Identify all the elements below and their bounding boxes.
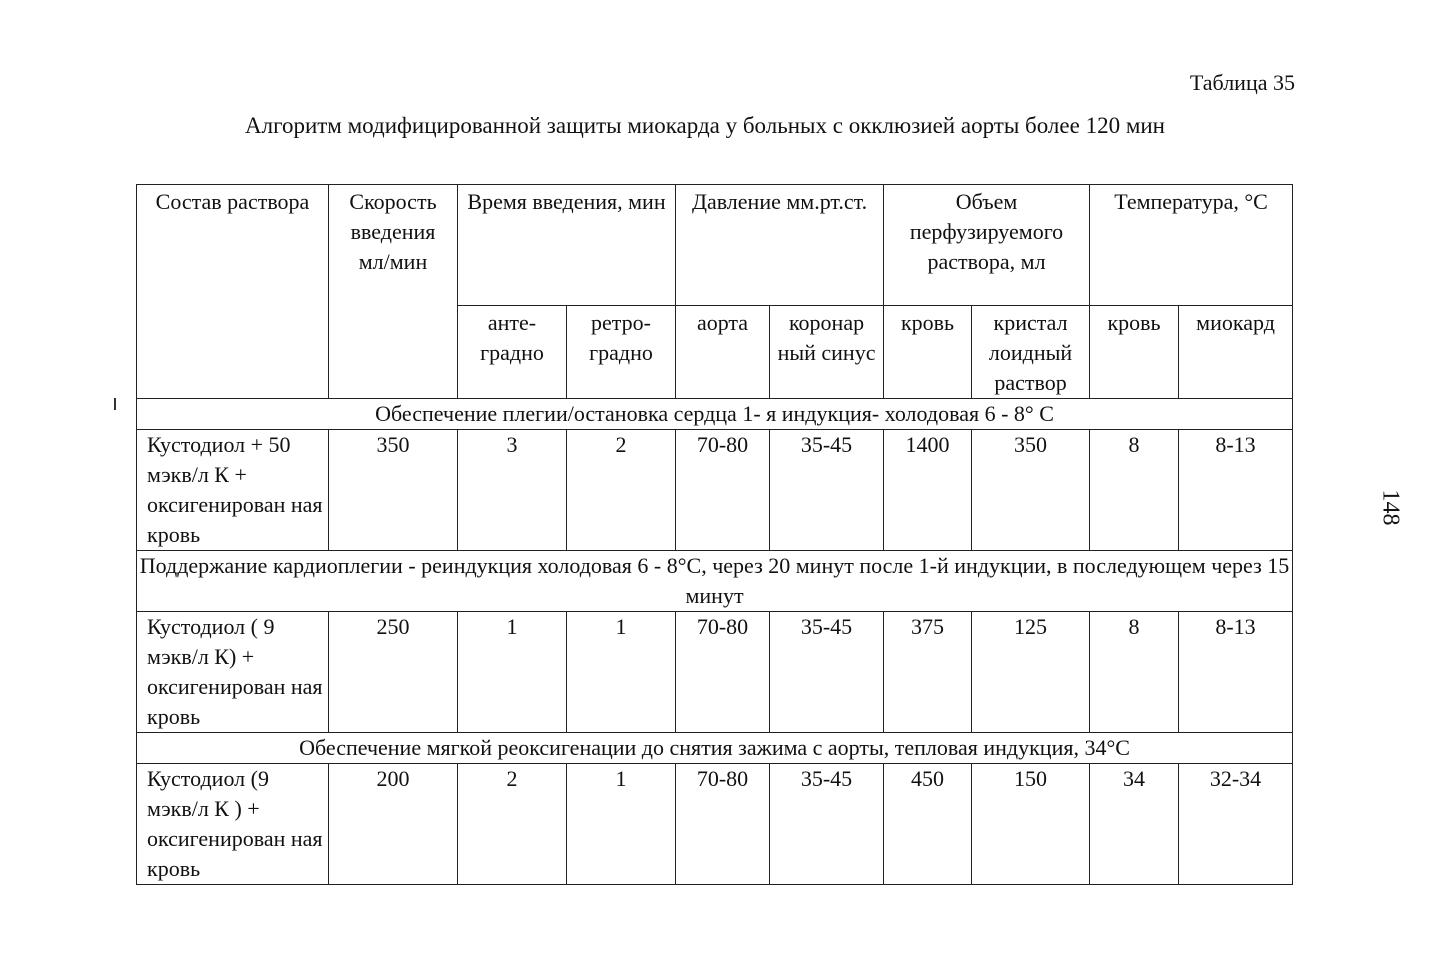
subheader-coronary-sinus: коронар ный синус <box>770 306 884 399</box>
cell-temp-myocardium: 32-34 <box>1179 764 1293 885</box>
cell-antegrade: 2 <box>458 764 567 885</box>
section-row <box>137 399 1293 430</box>
section-title: Поддержание кардиоплегии - реиндукция холодовая 6 - 8°С, через 20 минут после 1-й индукции, в последующем через 15 минут <box>137 551 1293 612</box>
cell-crystalloid: 150 <box>972 764 1090 885</box>
header-row-1 <box>137 185 1293 306</box>
cell-rate: 350 <box>329 430 458 551</box>
section-title: Обеспечение мягкой реоксигенации до снятия зажима с аорты, тепловая индукция, 34°С <box>137 733 1293 764</box>
cell-volume-blood: 375 <box>884 612 972 733</box>
subheader-temp-myocardium: миокард <box>1179 306 1293 399</box>
col-header-composition: Состав раствора <box>137 185 329 399</box>
cell-aorta: 70-80 <box>676 612 770 733</box>
cell-composition: Кустодиол ( 9 мэкв/л К) + оксигенирован ная кровь <box>137 612 329 733</box>
cell-rate: 250 <box>329 612 458 733</box>
subheader-temp-blood: кровь <box>1090 306 1179 399</box>
col-header-volume: Объем перфузируемого раствора, мл <box>884 185 1090 306</box>
cell-crystalloid: 350 <box>972 430 1090 551</box>
section-row <box>137 733 1293 764</box>
cell-aorta: 70-80 <box>676 764 770 885</box>
section-title: Обеспечение плегии/остановка сердца 1- я индукция- холодовая 6 - 8° С <box>137 399 1293 430</box>
cell-coronary-sinus: 35-45 <box>770 430 884 551</box>
cell-retrograde: 2 <box>567 430 676 551</box>
cell-composition: Кустодиол + 50 мэкв/л К + оксигенирован ная кровь <box>137 430 329 551</box>
perfusion-algorithm-table <box>136 184 1293 885</box>
subheader-crystalloid: кристал лоидный раствор <box>972 306 1090 399</box>
cell-temp-blood: 34 <box>1090 764 1179 885</box>
table-row <box>137 430 1293 551</box>
table-row <box>137 764 1293 885</box>
cell-crystalloid: 125 <box>972 612 1090 733</box>
cell-volume-blood: 1400 <box>884 430 972 551</box>
col-header-temperature: Температура, °С <box>1090 185 1293 306</box>
document-title: Алгоритм модифицированной защиты миокарда у больных с окклюзией аорты более 120 мин <box>245 113 1165 138</box>
cell-retrograde: 1 <box>567 764 676 885</box>
stray-mark <box>114 398 116 410</box>
table-number: Таблица 35 <box>1189 70 1295 95</box>
col-header-rate: Скорость введения мл/мин <box>329 185 458 399</box>
table-row <box>137 612 1293 733</box>
subheader-antegrade: анте-градно <box>458 306 567 399</box>
cell-antegrade: 3 <box>458 430 567 551</box>
cell-coronary-sinus: 35-45 <box>770 764 884 885</box>
cell-retrograde: 1 <box>567 612 676 733</box>
col-header-pressure: Давление мм.рт.ст. <box>676 185 884 306</box>
cell-temp-myocardium: 8-13 <box>1179 430 1293 551</box>
cell-coronary-sinus: 35-45 <box>770 612 884 733</box>
cell-rate: 200 <box>329 764 458 885</box>
cell-composition: Кустодиол (9 мэкв/л К ) + оксигенирован ная кровь <box>137 764 329 885</box>
section-row <box>137 551 1293 612</box>
col-header-time: Время введения, мин <box>458 185 676 306</box>
subheader-volume-blood: кровь <box>884 306 972 399</box>
subheader-aorta: аорта <box>676 306 770 399</box>
cell-antegrade: 1 <box>458 612 567 733</box>
cell-temp-myocardium: 8-13 <box>1179 612 1293 733</box>
cell-temp-blood: 8 <box>1090 430 1179 551</box>
cell-aorta: 70-80 <box>676 430 770 551</box>
cell-temp-blood: 8 <box>1090 612 1179 733</box>
subheader-retrograde: ретро-градно <box>567 306 676 399</box>
page-number: 148 <box>1377 489 1404 526</box>
cell-volume-blood: 450 <box>884 764 972 885</box>
